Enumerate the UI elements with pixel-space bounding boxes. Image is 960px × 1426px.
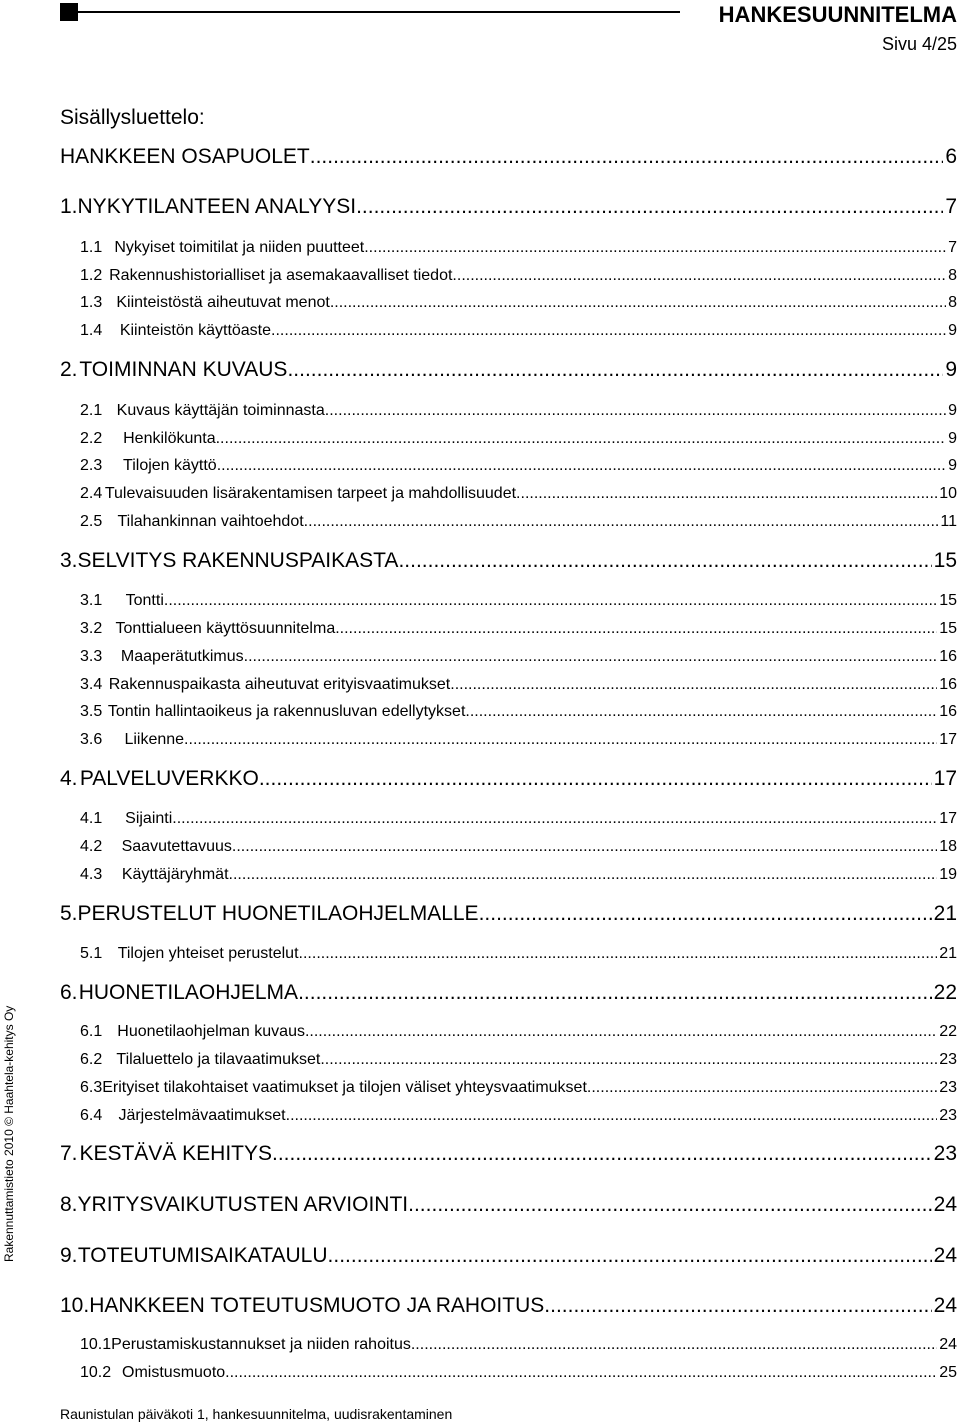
toc-entry-title: Tontti xyxy=(125,592,164,609)
side-copyright-text: Rakennuttamistieto 2010 © Haahtela-kehitys Oy xyxy=(2,1005,16,1262)
toc-entry[interactable] xyxy=(60,648,957,666)
toc-dot-leader xyxy=(452,267,946,285)
toc-entry-number: 8. xyxy=(60,1193,78,1216)
toc-entry-number: 3. xyxy=(60,549,78,572)
toc-entry-number: 1.4 xyxy=(80,322,103,339)
toc-entry-page: 10 xyxy=(939,485,957,502)
toc-entry-title: PALVELUVERKKO xyxy=(79,767,259,790)
toc-entry-page: 8 xyxy=(948,267,957,284)
toc-entry-number: 4.2 xyxy=(80,838,103,855)
toc-entry-page: 9 xyxy=(945,358,957,381)
toc-entry-page: 9 xyxy=(948,402,957,419)
toc-entry-title: Nykyiset toimitilat ja niiden puutteet xyxy=(114,239,365,256)
toc-dot-leader xyxy=(335,620,937,638)
toc-entry-number: 3.6 xyxy=(80,731,103,748)
toc-entry[interactable] xyxy=(60,1107,957,1125)
toc-dot-leader xyxy=(286,1107,938,1125)
toc-entry-page: 23 xyxy=(939,1051,957,1068)
toc-dot-leader xyxy=(479,902,932,926)
toc-entry[interactable] xyxy=(60,145,957,169)
toc-entry-page: 25 xyxy=(939,1364,957,1381)
toc-entry-page: 16 xyxy=(939,648,957,665)
toc-heading: Sisällysluettelo: xyxy=(60,106,205,129)
toc-dot-leader xyxy=(259,767,932,791)
toc-dot-leader xyxy=(305,1023,937,1041)
toc-dot-leader xyxy=(411,1336,937,1354)
toc-entry-page: 6 xyxy=(945,145,957,168)
toc-dot-leader xyxy=(328,1244,932,1268)
toc-entry-title: NYKYTILANTEEN ANALYYSI xyxy=(77,195,357,218)
toc-entry[interactable] xyxy=(60,1079,957,1097)
toc-entry-number: 3.1 xyxy=(80,592,103,609)
toc-dot-leader xyxy=(516,485,937,503)
toc-entry-number: 6.4 xyxy=(80,1107,103,1124)
toc-entry[interactable] xyxy=(60,1364,957,1382)
page-number: Sivu 4/25 xyxy=(881,34,957,54)
toc-entry-title: Tilahankinnan vaihtoehdot xyxy=(117,513,304,530)
toc-entry-page: 17 xyxy=(939,731,957,748)
toc-entry-number: 10.1 xyxy=(80,1336,112,1353)
toc-entry[interactable] xyxy=(60,810,957,828)
toc-dot-leader xyxy=(271,322,946,340)
toc-entry-number: 2. xyxy=(60,358,78,381)
toc-entry-title: Kiinteistöstä aiheutuvat menot xyxy=(116,294,330,311)
toc-entry-number: 4.1 xyxy=(80,810,103,827)
toc-dot-leader xyxy=(408,1193,932,1217)
toc-entry-page: 19 xyxy=(939,866,957,883)
toc-dot-leader xyxy=(310,145,944,169)
toc-entry-page: 22 xyxy=(939,1023,957,1040)
toc-entry-title: Järjestelmävaatimukset xyxy=(118,1107,286,1124)
toc-dot-leader xyxy=(465,703,937,721)
toc-entry-page: 15 xyxy=(939,620,957,637)
toc-entry-page: 24 xyxy=(939,1336,957,1353)
toc-entry-title: Tilojen yhteiset perustelut xyxy=(117,945,299,962)
toc-entry-title: Maaperätutkimus xyxy=(120,648,244,665)
toc-entry-page: 23 xyxy=(933,1142,957,1165)
toc-entry-page: 17 xyxy=(933,767,957,790)
toc-dot-leader xyxy=(450,676,937,694)
toc-entry-number: 3.4 xyxy=(80,676,103,693)
toc-entry[interactable] xyxy=(60,1244,957,1268)
toc-entry[interactable] xyxy=(60,676,957,694)
toc-entry-number: 2.5 xyxy=(80,513,103,530)
toc-entry-number: 6.2 xyxy=(80,1051,103,1068)
toc-entry-title: HANKKEEN TOTEUTUSMUOTO JA RAHOITUS xyxy=(89,1294,545,1317)
toc-entry-page: 24 xyxy=(933,1193,957,1216)
toc-dot-leader xyxy=(229,866,938,884)
toc-entry[interactable] xyxy=(60,981,957,1005)
toc-entry-page: 21 xyxy=(939,945,957,962)
toc-entry-title: Kuvaus käyttäjän toiminnasta xyxy=(116,402,325,419)
toc-entry-page: 15 xyxy=(939,592,957,609)
toc-entry-title: Liikenne xyxy=(124,731,185,748)
toc-dot-leader xyxy=(356,195,943,219)
toc-entry-title: Tilaluettelo ja tilavaatimukset xyxy=(116,1051,321,1068)
toc-entry-number: 1.2 xyxy=(80,267,103,284)
toc-entry-title: Huonetilaohjelman kuvaus xyxy=(117,1023,305,1040)
toc-entry[interactable] xyxy=(60,294,957,312)
toc-entry[interactable] xyxy=(60,1336,957,1354)
toc-dot-leader xyxy=(330,294,946,312)
toc-entry-page: 17 xyxy=(939,810,957,827)
toc-dot-leader xyxy=(364,239,946,257)
toc-entry-title: Rakennushistorialliset ja asemakaavalliset tiedot xyxy=(109,267,453,284)
toc-entry-title: Rakennuspaikasta aiheutuvat erityisvaatimukset xyxy=(108,676,451,693)
toc-entry-title: Kiinteistön käyttöaste xyxy=(119,322,272,339)
toc-dot-leader xyxy=(398,549,931,573)
toc-entry-number: 1.1 xyxy=(80,239,103,256)
toc-entry[interactable] xyxy=(60,767,957,791)
toc-entry-page: 23 xyxy=(939,1079,957,1096)
toc-entry-number: 1. xyxy=(60,195,78,218)
toc-entry-page: 21 xyxy=(933,902,957,925)
toc-entry-title: Tilojen käyttö xyxy=(123,457,217,474)
toc-entry[interactable] xyxy=(60,1051,957,1069)
toc-dot-leader xyxy=(325,402,946,420)
toc-entry-title: Tulevaisuuden lisärakentamisen tarpeet ja mahdollisuudet xyxy=(104,485,517,502)
document-title: HANKESUUNNITELMA xyxy=(718,2,957,27)
toc-entry-page: 18 xyxy=(939,838,957,855)
toc-entry-title: Erityiset tilakohtaiset vaatimukset ja tilojen väliset yhteysvaatimukset xyxy=(102,1079,587,1096)
toc-entry-title: HUONETILAOHJELMA xyxy=(78,981,299,1004)
toc-dot-leader xyxy=(298,981,932,1005)
toc-entry-page: 24 xyxy=(933,1244,957,1267)
toc-entry[interactable] xyxy=(60,267,957,285)
toc-entry[interactable] xyxy=(60,1294,957,1318)
toc-entry-number: 7. xyxy=(60,1142,78,1165)
toc-entry[interactable] xyxy=(60,402,957,420)
toc-entry-page: 8 xyxy=(948,294,957,311)
toc-entry[interactable] xyxy=(60,358,957,382)
toc-entry[interactable] xyxy=(60,1142,957,1166)
toc-entry[interactable] xyxy=(60,838,957,856)
toc-dot-leader xyxy=(304,513,939,531)
toc-entry-number: 9. xyxy=(60,1244,78,1267)
toc-dot-leader xyxy=(320,1051,937,1069)
toc-entry[interactable] xyxy=(60,703,957,721)
toc-entry-number: 6. xyxy=(60,981,78,1004)
toc-entry-number: 5.1 xyxy=(80,945,103,962)
toc-entry-number: 10. xyxy=(60,1294,90,1317)
toc-entry-page: 9 xyxy=(948,430,957,447)
toc-entry-page: 16 xyxy=(939,703,957,720)
toc-entry[interactable] xyxy=(60,1193,957,1217)
toc-entry-page: 11 xyxy=(940,513,957,530)
toc-dot-leader xyxy=(287,358,943,382)
toc-dot-leader xyxy=(299,945,938,963)
toc-entry-page: 15 xyxy=(933,549,957,572)
toc-entry-number: 2.3 xyxy=(80,457,103,474)
toc-entry[interactable] xyxy=(60,592,957,610)
toc-entry-number: 10.2 xyxy=(80,1364,112,1381)
toc-dot-leader xyxy=(216,430,946,448)
toc-entry[interactable] xyxy=(60,513,957,531)
toc-entry-number: 3.2 xyxy=(80,620,103,637)
toc-entry-title: TOTEUTUMISAIKATAULU xyxy=(77,1244,328,1267)
toc-dot-leader xyxy=(272,1142,932,1166)
toc-entry-page: 7 xyxy=(945,195,957,218)
toc-entry-page: 23 xyxy=(939,1107,957,1124)
toc-entry[interactable] xyxy=(60,195,957,219)
header-rule xyxy=(78,11,680,13)
toc-entry[interactable] xyxy=(60,902,957,926)
toc-entry[interactable] xyxy=(60,322,957,340)
toc-entry-number: 2.2 xyxy=(80,430,103,447)
toc-dot-leader xyxy=(184,731,937,749)
toc-entry-title: YRITYSVAIKUTUSTEN ARVIOINTI xyxy=(77,1193,409,1216)
toc-entry-title: TOIMINNAN KUVAUS xyxy=(79,358,288,381)
toc-dot-leader xyxy=(217,457,946,475)
toc-dot-leader xyxy=(232,838,937,856)
toc-entry-page: 24 xyxy=(933,1294,957,1317)
toc-entry[interactable] xyxy=(60,239,957,257)
toc-entry-number: 5. xyxy=(60,902,78,925)
toc-entry-page: 9 xyxy=(948,457,957,474)
toc-entry-title: SELVITYS RAKENNUSPAIKASTA xyxy=(77,549,399,572)
toc-entry[interactable] xyxy=(60,549,957,573)
toc-entry-title: Perustamiskustannukset ja niiden rahoitus xyxy=(111,1336,411,1353)
toc-entry-number: 4.3 xyxy=(80,866,103,883)
header-square-mark xyxy=(60,3,78,21)
toc-entry-number: 6.1 xyxy=(80,1023,103,1040)
toc-entry-title: KESTÄVÄ KEHITYS xyxy=(79,1142,273,1165)
toc-dot-leader xyxy=(244,648,938,666)
toc-entry-title: Saavutettavuus xyxy=(121,838,232,855)
toc-dot-leader xyxy=(544,1294,931,1318)
toc-entry[interactable] xyxy=(60,485,957,503)
toc-entry[interactable] xyxy=(60,620,957,638)
toc-entry[interactable] xyxy=(60,731,957,749)
toc-entry-title: Omistusmuoto xyxy=(122,1364,226,1381)
toc-entry-page: 9 xyxy=(948,322,957,339)
toc-entry-number: 2.4 xyxy=(80,485,103,502)
toc-entry-page: 22 xyxy=(933,981,957,1004)
toc-entry-number: 3.5 xyxy=(80,703,103,720)
toc-entry-page: 16 xyxy=(939,676,957,693)
toc-entry-title: Tontin hallintaoikeus ja rakennusluvan edellytykset xyxy=(107,703,466,720)
toc-dot-leader xyxy=(164,592,937,610)
toc-entry-title: PERUSTELUT HUONETILAOHJELMALLE xyxy=(77,902,479,925)
toc-entry[interactable] xyxy=(60,1023,957,1041)
toc-entry[interactable] xyxy=(60,866,957,884)
toc-entry-title: Sijainti xyxy=(125,810,173,827)
toc-entry[interactable] xyxy=(60,430,957,448)
toc-entry-page: 7 xyxy=(948,239,957,256)
toc-entry-number: 2.1 xyxy=(80,402,103,419)
toc-entry-title: Tonttialueen käyttösuunnitelma xyxy=(115,620,336,637)
toc-entry-title: HANKKEEN OSAPUOLET xyxy=(60,145,310,168)
toc-dot-leader xyxy=(172,810,937,828)
toc-entry-number: 1.3 xyxy=(80,294,103,311)
toc-entry-number: 6.3 xyxy=(80,1079,103,1096)
toc-dot-leader xyxy=(225,1364,937,1382)
toc-entry-number: 4. xyxy=(60,767,78,790)
toc-entry-title: Henkilökunta xyxy=(123,430,216,447)
toc-entry[interactable] xyxy=(60,945,957,963)
toc-entry-title: Käyttäjäryhmät xyxy=(121,866,229,883)
toc-entry[interactable] xyxy=(60,457,957,475)
toc-dot-leader xyxy=(587,1079,937,1097)
toc-entry-number: 3.3 xyxy=(80,648,103,665)
page-footer: Raunistulan päiväkoti 1, hankesuunnitelma, uudisrakentaminen xyxy=(60,1406,453,1422)
